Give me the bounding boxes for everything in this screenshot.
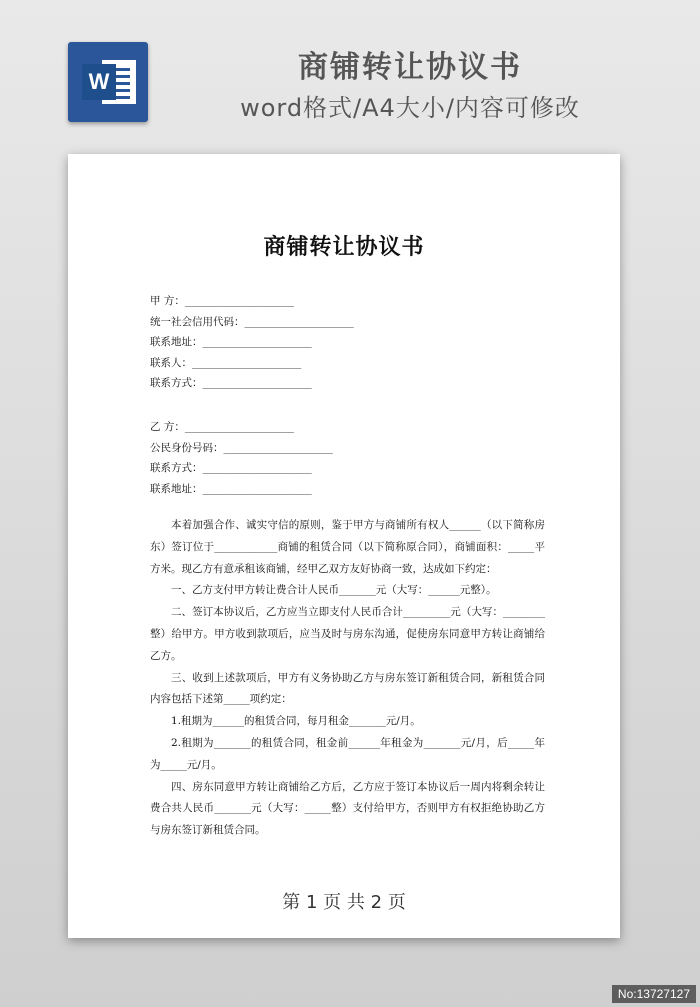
- paragraph-clause-2: 二、签订本协议后，乙方应当立即支付人民币合计_________元（大写：________整）给甲方。甲方收到款项后，应当及时与房东沟通，促使房东同意甲方转让商铺给乙方。: [150, 606, 545, 662]
- party-fields: [150, 291, 353, 499]
- party-b-phone-field: 联系方式：______________________: [150, 462, 312, 475]
- serial-number: No:13727127: [612, 985, 696, 1003]
- party-a-phone-field: 联系方式：______________________: [150, 377, 312, 390]
- party-a-credit-code-field: 统一社会信用代码：______________________: [150, 315, 354, 328]
- page-number: 第 1 页 共 2 页: [282, 892, 406, 913]
- party-b-name-field: 乙 方：______________________: [150, 420, 294, 433]
- paragraph-clause-3-option-1: 1.租期为______的租赁合同，每月租金_______元/月。: [171, 715, 421, 728]
- party-a-contact-field: 联系人：______________________: [150, 356, 301, 369]
- paragraph-clause-3-option-2: 2.租期为_______的租赁合同，租金前______年租金为_______元/月，后_____年为_____元/月。: [150, 736, 545, 771]
- paragraph-clause-4: 四、房东同意甲方转让商铺给乙方后，乙方应于签订本协议后一周内将剩余转让费合共人民币_______元（大写：_____整）支付给甲方，否则甲方有权拒绝协助乙方与房东签订新租赁合同。: [150, 780, 545, 837]
- paragraph-clause-3: 三、收到上述款项后，甲方有义务协助乙方与房东签订新租赁合同，新租赁合同内容包括下述第_____项约定：: [150, 671, 545, 706]
- word-letter: W: [82, 64, 116, 100]
- header-subtitle: word格式/A4大小/内容可修改: [240, 94, 580, 122]
- document-page: [68, 154, 620, 938]
- party-a-name-field: 甲 方：______________________: [150, 295, 294, 307]
- paragraph-intro: 本着加强合作、诚实守信的原则，鉴于甲方与商铺所有权人______（以下简称房东）签订位于____________商铺的租赁合同（以下简称原合同），商铺面积：_____平方米。现乙方有意承租该商铺，经甲乙双方友好协商一致，达成如下约定：: [150, 519, 545, 575]
- paragraph-clause-1: 一、乙方支付甲方转让费合计人民币_______元（大写：______元整）。: [171, 584, 497, 597]
- header-title: 商铺转让协议书: [298, 50, 522, 85]
- document-title: 商铺转让协议书: [263, 234, 425, 260]
- agreement-body: [150, 515, 545, 842]
- party-b-id-field: 公民身份号码：______________________: [150, 441, 333, 454]
- word-document-icon: [68, 42, 148, 122]
- party-b-address-field: 联系地址：______________________: [150, 482, 312, 495]
- party-a-address-field: 联系地址：______________________: [150, 336, 312, 349]
